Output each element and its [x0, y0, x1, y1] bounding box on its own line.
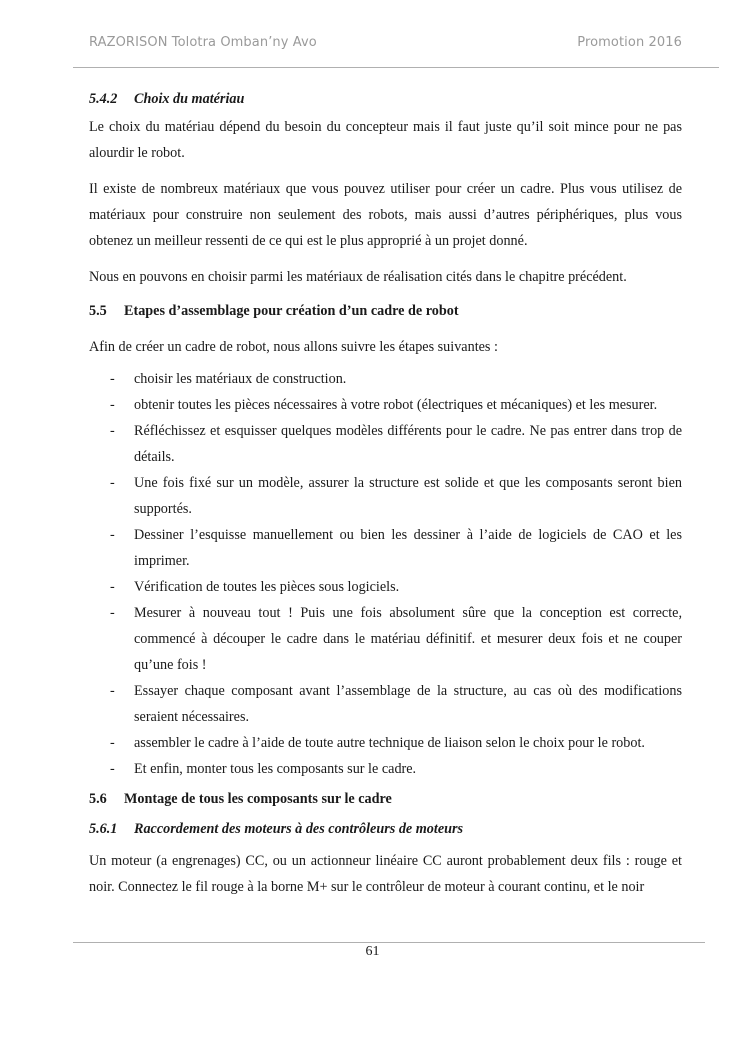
heading-title: Montage de tous les composants sur le cadre	[124, 791, 392, 807]
heading-number: 5.5	[89, 303, 107, 319]
bullet-dash: -	[110, 527, 115, 543]
list-item	[89, 470, 682, 522]
paragraph: Il existe de nombreux matériaux que vous pouvez utiliser pour créer un cadre. Plus vous utilisez de matériaux pour construire non seulement des robots, mais aussi d’autres périphériques, plus vous obtenez un meilleur ressenti de ce qui est le plus approprié à un projet donné.	[89, 181, 682, 249]
paragraph: Un moteur (a engrenages) CC, ou un actionneur linéaire CC auront probablement deux fils : rouge et noir. Connectez le fil rouge à la borne M+ sur le contrôleur de moteur à courant continu, et le noir	[89, 853, 682, 895]
running-header	[89, 35, 682, 57]
list-item	[89, 418, 682, 470]
list-item	[89, 730, 682, 756]
list-item	[89, 366, 682, 392]
list-item	[89, 522, 682, 574]
heading-number: 5.4.2	[89, 91, 118, 107]
bullet-dash: -	[110, 761, 115, 777]
header-author: RAZORISON Tolotra Omban’ny Avo	[89, 35, 317, 50]
list-item-text: assembler le cadre à l’aide de toute autre technique de liaison selon le choix pour le robot.	[134, 735, 645, 751]
footer-rule	[73, 942, 705, 943]
bullet-dash: -	[110, 397, 115, 413]
heading-5-5	[89, 300, 682, 322]
list-item	[89, 600, 682, 678]
bullet-dash: -	[110, 423, 115, 439]
heading-number: 5.6.1	[89, 821, 118, 837]
bullet-dash: -	[110, 683, 115, 699]
list-item-text: choisir les matériaux de construction.	[134, 371, 347, 387]
page-number: 61	[365, 944, 380, 959]
bullet-dash: -	[110, 735, 115, 751]
list-item-text: Vérification de toutes les pièces sous logiciels.	[134, 579, 400, 595]
heading-number: 5.6	[89, 791, 107, 807]
header-rule	[73, 67, 719, 68]
bullet-dash: -	[110, 605, 115, 621]
steps-list	[89, 366, 682, 782]
paragraph: Le choix du matériau dépend du besoin du concepteur mais il faut juste qu’il soit mince pour ne pas alourdir le robot.	[89, 119, 682, 161]
list-item	[89, 678, 682, 730]
bullet-dash: -	[110, 579, 115, 595]
heading-5-6	[89, 788, 682, 810]
list-item-text: Essayer chaque composant avant l’assemblage de la structure, au cas où des modifications seraient nécessaires.	[134, 683, 682, 725]
page-body	[89, 88, 682, 910]
header-promotion: Promotion 2016	[577, 35, 682, 50]
heading-title: Etapes d’assemblage pour création d’un cadre de robot	[124, 303, 459, 319]
heading-title: Raccordement des moteurs à des contrôleurs de moteurs	[134, 821, 464, 837]
list-item	[89, 574, 682, 600]
paragraph: Nous en pouvons en choisir parmi les matériaux de réalisation cités dans le chapitre précédent.	[89, 269, 627, 285]
list-item	[89, 756, 682, 782]
list-item-text: Réfléchissez et esquisser quelques modèles différents pour le cadre. Ne pas entrer dans trop de détails.	[134, 423, 682, 465]
heading-5-4-2	[89, 88, 682, 110]
list-item	[89, 392, 682, 418]
list-item-text: Mesurer à nouveau tout ! Puis une fois absolument sûre que la conception est correcte, commencé à découper le cadre dans le matériau définitif. et mesurer deux fois et ne couper qu’une fois !	[134, 605, 682, 673]
bullet-dash: -	[110, 475, 115, 491]
paragraph: Afin de créer un cadre de robot, nous allons suivre les étapes suivantes :	[89, 339, 498, 355]
list-item-text: Dessiner l’esquisse manuellement ou bien les dessiner à l’aide de logiciels de CAO et les imprimer.	[134, 527, 682, 569]
bullet-dash: -	[110, 371, 115, 387]
heading-title: Choix du matériau	[134, 91, 245, 107]
heading-5-6-1	[89, 818, 682, 840]
list-item-text: Une fois fixé sur un modèle, assurer la structure est solide et que les composants seront bien supportés.	[134, 475, 682, 517]
list-item-text: Et enfin, monter tous les composants sur le cadre.	[134, 761, 417, 777]
list-item-text: obtenir toutes les pièces nécessaires à votre robot (électriques et mécaniques) et les mesurer.	[134, 397, 658, 413]
